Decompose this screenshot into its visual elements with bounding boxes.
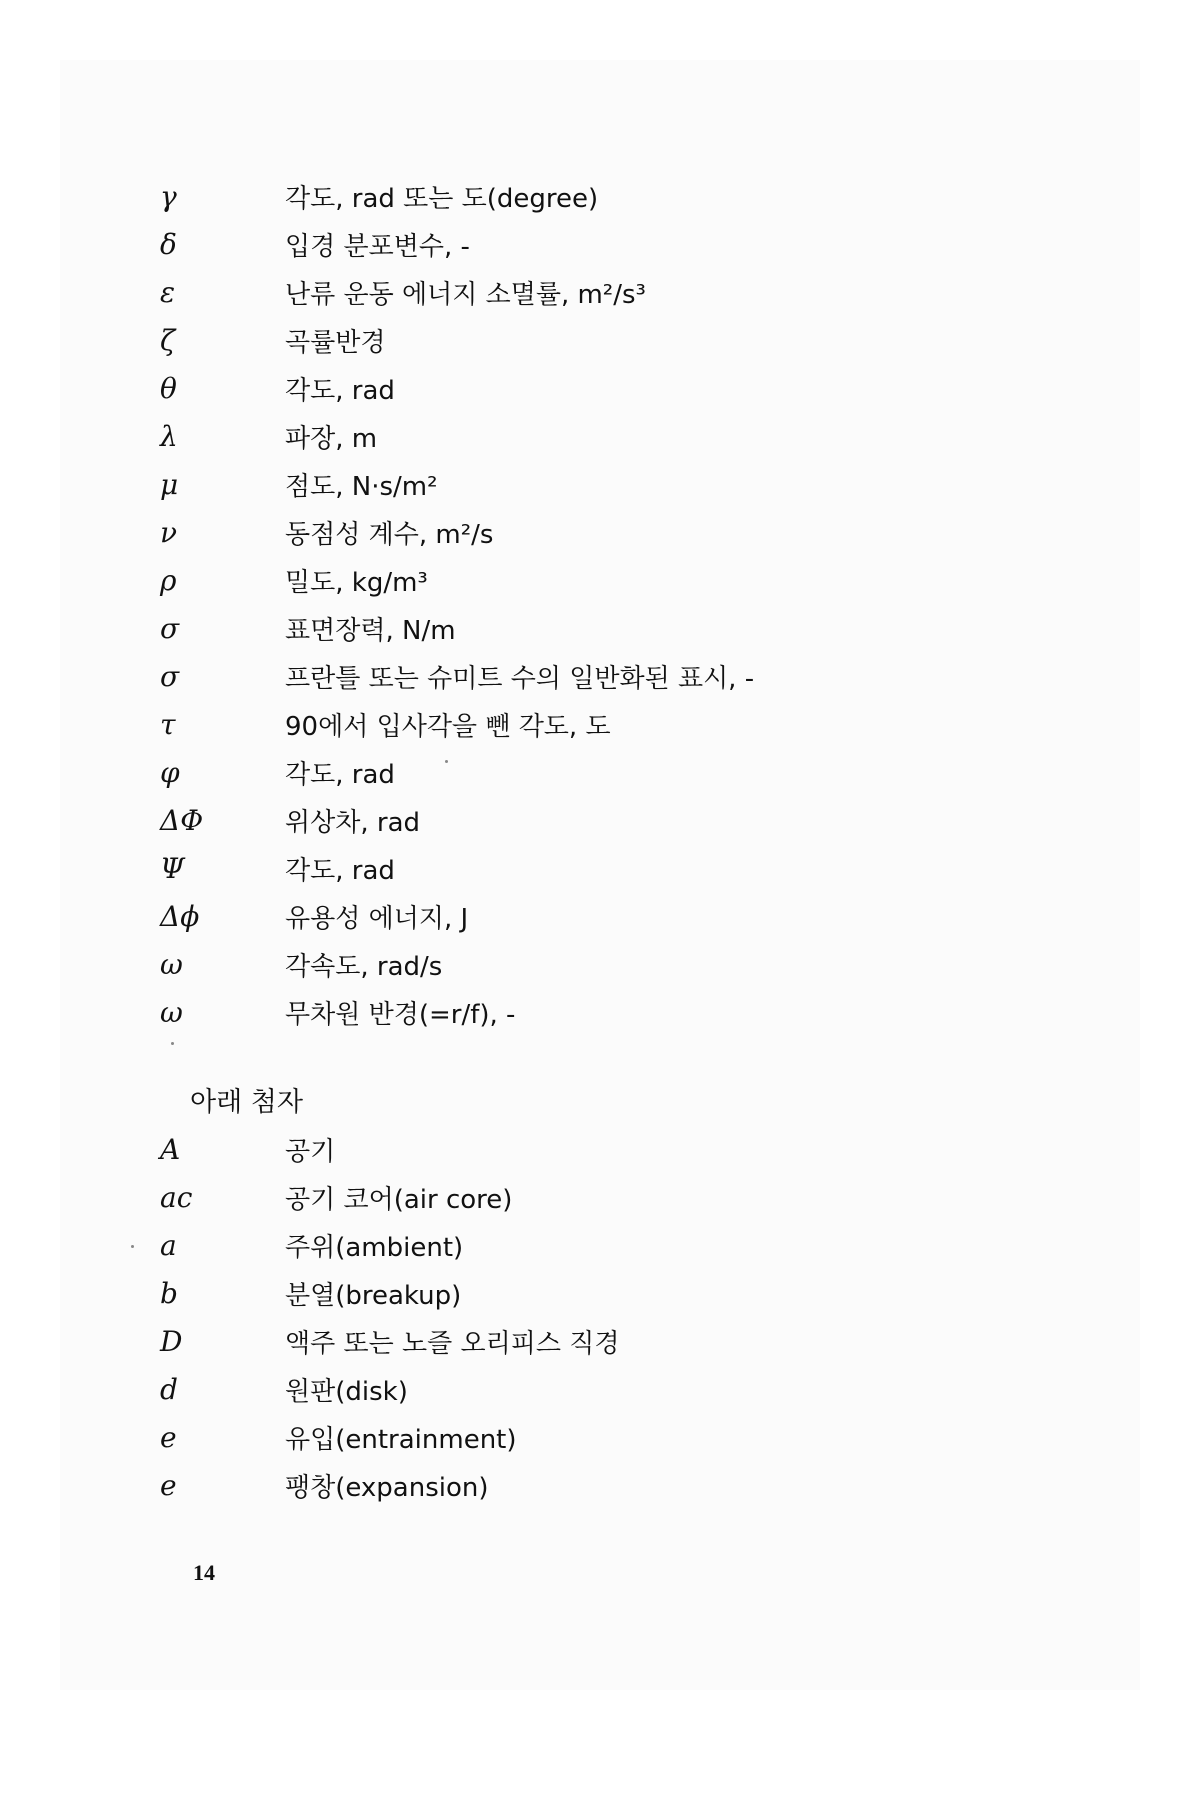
symbol: σ <box>160 659 180 693</box>
symbol: ν <box>160 515 178 549</box>
symbol-description: 표면장력, N/m <box>285 615 456 646</box>
symbol: σ <box>160 611 180 645</box>
subscript-symbol: ac <box>160 1180 193 1214</box>
symbol-row <box>160 412 1060 460</box>
symbol-row <box>160 892 1060 940</box>
symbol-row <box>160 700 1060 748</box>
subscript-symbol: A <box>160 1132 181 1166</box>
symbol-description: 곡률반경 <box>285 327 386 358</box>
symbol-description: 점도, N·s/m² <box>285 471 438 502</box>
symbol-row <box>160 652 1060 700</box>
symbol: ζ <box>160 323 176 357</box>
symbol-row <box>160 940 1060 988</box>
symbol-row <box>160 604 1060 652</box>
subscript-row <box>160 1221 1060 1269</box>
subscript-description: 원판(disk) <box>285 1376 408 1407</box>
symbol-description: 난류 운동 에너지 소멸률, m²/s³ <box>285 279 646 310</box>
symbol-row <box>160 220 1060 268</box>
page-number: 14 <box>193 1560 215 1585</box>
symbol-row <box>160 508 1060 556</box>
greek-symbol-list <box>160 172 1060 1036</box>
symbol-description: 밀도, kg/m³ <box>285 567 428 598</box>
symbol-description: 각속도, rad/s <box>285 951 443 982</box>
subscript-row <box>160 1365 1060 1413</box>
symbol-row <box>160 748 1060 796</box>
subscript-row <box>160 1317 1060 1365</box>
symbol: λ <box>160 419 178 453</box>
subscript-row <box>160 1413 1060 1461</box>
symbol-description: 각도, rad <box>285 759 395 790</box>
symbol: ε <box>160 275 176 309</box>
symbol-description: 동점성 계수, m²/s <box>285 519 494 550</box>
symbol-description: 위상차, rad <box>285 807 421 838</box>
symbol: μ <box>160 467 179 501</box>
symbol-row <box>160 172 1060 220</box>
symbol-row <box>160 796 1060 844</box>
symbol-row <box>160 988 1060 1036</box>
symbol-row <box>160 268 1060 316</box>
scan-speck <box>131 1245 134 1248</box>
symbol-description: 각도, rad 또는 도(degree) <box>285 183 599 214</box>
subscript-symbol: b <box>160 1276 178 1310</box>
symbol-description: 각도, rad <box>285 855 395 886</box>
symbol-description: 유용성 에너지, J <box>285 903 469 934</box>
subscript-row <box>160 1269 1060 1317</box>
subscript-description: 공기 코어(air core) <box>285 1184 513 1215</box>
subscript-symbol: D <box>160 1324 183 1358</box>
scan-speck <box>445 760 448 763</box>
symbol: ΔΦ <box>160 803 204 837</box>
symbol-row <box>160 460 1060 508</box>
symbol-row <box>160 364 1060 412</box>
subscript-symbol: e <box>160 1468 177 1502</box>
symbol-row <box>160 316 1060 364</box>
subscripts-heading: 아래 첨자 <box>190 1087 303 1118</box>
symbol: ρ <box>160 563 177 597</box>
symbol: ω <box>160 947 183 981</box>
symbol-description: 입경 분포변수, - <box>285 231 470 262</box>
subscript-symbol: e <box>160 1420 177 1454</box>
symbol-description: 프란틀 또는 슈미트 수의 일반화된 표시, - <box>285 663 755 694</box>
subscript-description: 팽창(expansion) <box>285 1472 489 1503</box>
symbol-row <box>160 844 1060 892</box>
symbol: Ψ <box>160 851 185 885</box>
subscript-description: 분열(breakup) <box>285 1280 462 1311</box>
subscript-description: 액주 또는 노즐 오리피스 직경 <box>285 1328 620 1359</box>
subscript-list <box>160 1125 1060 1509</box>
symbol-description: 각도, rad <box>285 375 395 406</box>
symbol: θ <box>160 371 177 405</box>
subscript-symbol: a <box>160 1228 177 1262</box>
subscript-symbol: d <box>160 1372 178 1406</box>
symbol-description: 무차원 반경(=r/f), - <box>285 999 516 1030</box>
subscript-description: 주위(ambient) <box>285 1232 464 1263</box>
scan-speck <box>171 1042 174 1045</box>
symbol: τ <box>160 707 176 741</box>
symbol: δ <box>160 227 177 261</box>
subscript-row <box>160 1173 1060 1221</box>
symbol: γ <box>160 179 177 213</box>
symbol-description: 90에서 입사각을 뺀 각도, 도 <box>285 711 611 742</box>
subscript-description: 공기 <box>285 1136 336 1167</box>
subscript-row <box>160 1125 1060 1173</box>
symbol-description: 파장, m <box>285 423 378 454</box>
symbol-row <box>160 556 1060 604</box>
symbol: Δϕ <box>160 899 200 933</box>
subscript-row <box>160 1461 1060 1509</box>
subscript-description: 유입(entrainment) <box>285 1424 517 1455</box>
symbol: φ <box>160 755 180 789</box>
symbol: ω <box>160 995 183 1029</box>
